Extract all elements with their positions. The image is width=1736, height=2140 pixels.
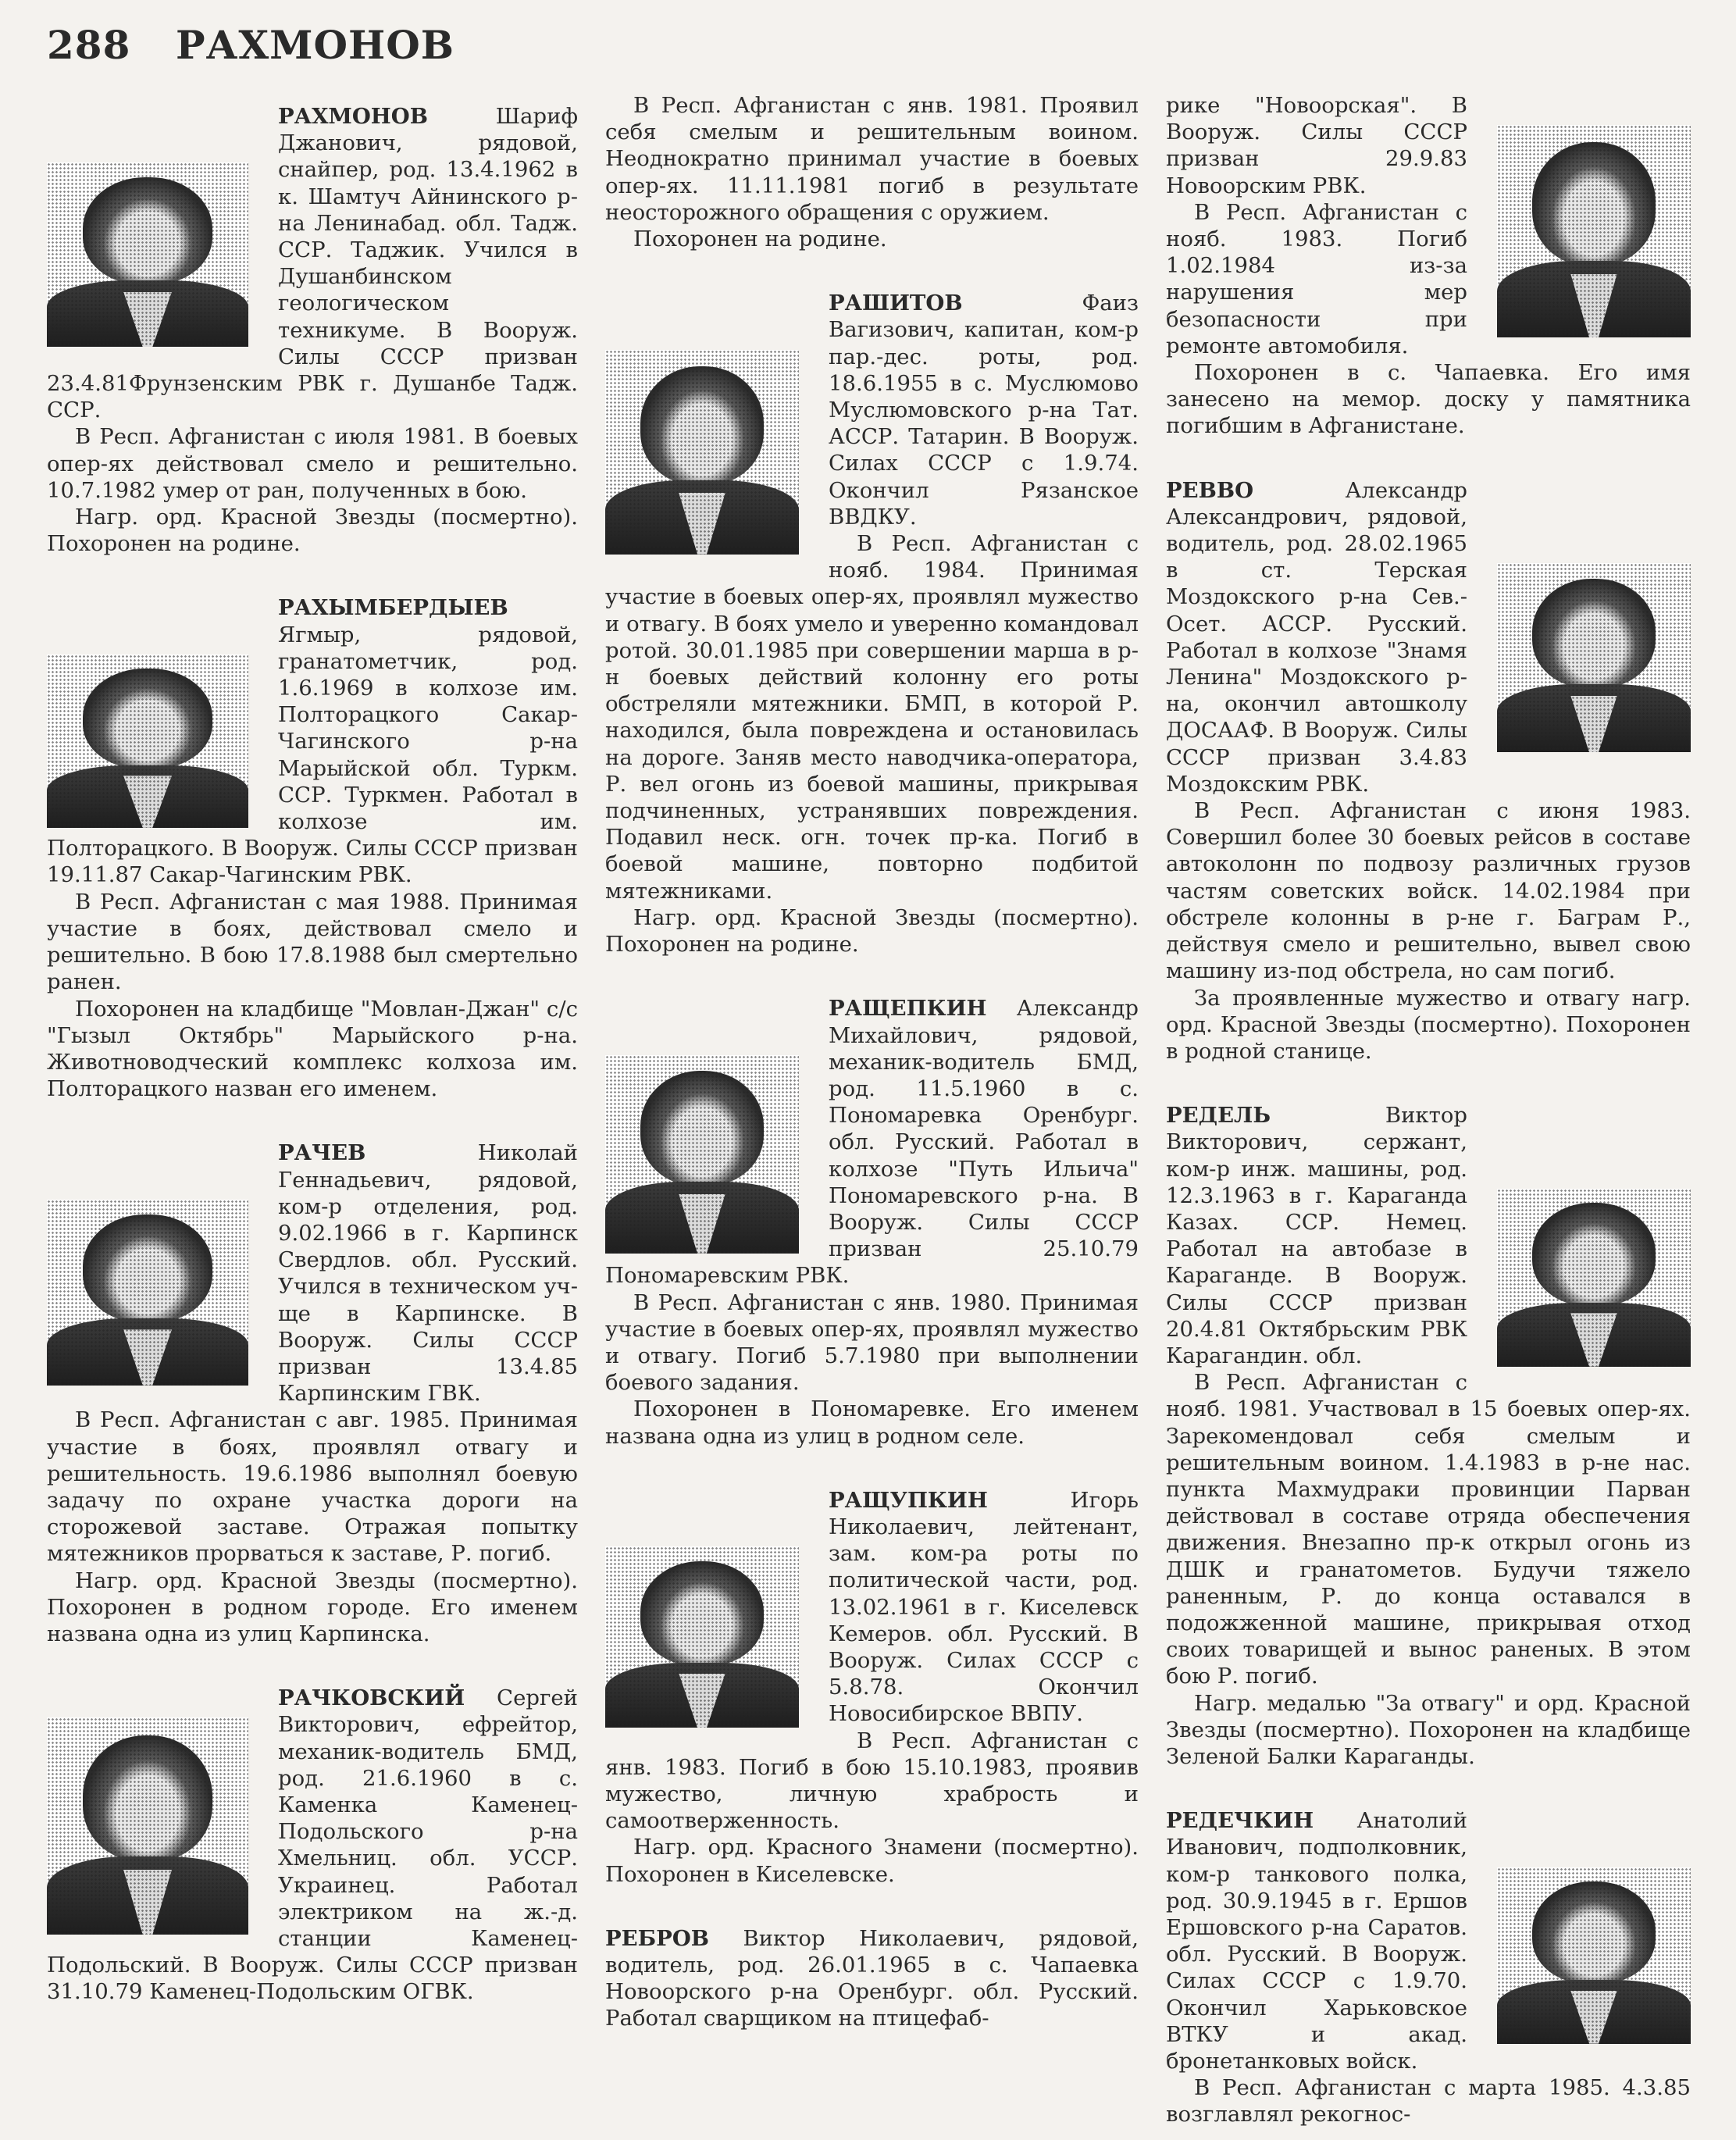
entry-text: В Респ. Афганистан с июля 1981. В боевых опер-ях действовал смело и решительно. 10.7.1982 умер от ран, полученных в бою. xyxy=(47,424,578,503)
entry-text: Виктор Викторович, сержант, ком-р инж. машины, род. 12.3.1963 в г. Караганда Казах. ССР. Немец. Работал на автобазе в Караганде. В Вооруж. Силы СССР призван 20.4.81 Октябрьским РВК Карагандин. обл. xyxy=(1166,1103,1467,1368)
entry-paragraph xyxy=(47,889,578,996)
entry-text: В Респ. Афганистан с авг. 1985. Принимая участие в боях, проявлял отвагу и решительность. 19.6.1986 выполнял боевую задачу по охране участка дороги на сторожевой заставе. Отражая попытку мятежников прорваться к заставе, Р. погиб. xyxy=(47,1407,578,1567)
entry-text: рике "Новоорская". В Вооруж. Силы СССР призван 29.9.83 Новоорским РВК. xyxy=(1166,93,1467,198)
entry-text: Похоронен на кладбище "Мовлан-Джан" с/с "Гызыл Октябрь" Марыйского р-на. Животноводческий комплекс колхоза им. Полторацкого назван его именем. xyxy=(47,996,578,1102)
entry-paragraph xyxy=(47,996,578,1103)
entry-paragraph xyxy=(1166,985,1691,1065)
entry-redel xyxy=(1166,1102,1691,1770)
entry-text: В Респ. Афганистан с мая 1988. Принимая участие в боях, действовал смело и решительно. В бою 17.8.1988 был смертельно ранен. xyxy=(47,889,578,995)
entry-redechkin xyxy=(1166,1807,1691,2128)
portrait-photo xyxy=(1497,563,1691,752)
column-left xyxy=(47,103,578,2006)
portrait-photo xyxy=(47,1200,248,1386)
entry-paragraph xyxy=(605,1728,1139,1835)
entry-surname: РАХЫМБЕРДЫЕВ xyxy=(278,595,508,621)
page-header xyxy=(47,22,454,68)
entry-revvo xyxy=(1166,477,1691,1065)
entry-rakhymberdyev xyxy=(47,594,578,1102)
entry-paragraph xyxy=(47,504,578,557)
entry-rashitov xyxy=(605,290,1139,958)
entry-paragraph xyxy=(1166,1369,1691,1689)
portrait-photo xyxy=(1497,1867,1691,2044)
portrait-photo xyxy=(605,1055,799,1254)
entry-surname: РЕБРОВ xyxy=(605,1925,710,1951)
entry-paragraph xyxy=(605,226,1139,252)
entry-text: Ягмыр, рядовой, гранатометчик, род. 1.6.1969 в колхозе им. Полторацкого Сакар-Чагинского р-на Марыйской обл. Туркм. ССР. Туркмен. Работал в колхозе им. Полторацкого. В Вооруж. Силы СССР призван 19.11.87 Сакар-Чагинским РВК. xyxy=(47,622,578,888)
entry-rashchepkin xyxy=(605,995,1139,1449)
entry-rashchupkin xyxy=(605,1487,1139,1888)
entry-rachev xyxy=(47,1140,578,1647)
running-head: РАХМОНОВ xyxy=(176,22,455,68)
entry-text: В Респ. Афганистан с янв. 1981. Проявил себя смелым и решительным воином. Неоднократно принимал участие в боевых опер-ях. 11.11.1981 погиб в результате неосторожного обращения с оружием. xyxy=(605,93,1139,225)
entry-text: В Респ. Афганистан с июня 1983. Совершил более 30 боевых рейсов в составе автоколонн по подвозу различных грузов частям советских войск. 14.02.1984 при обстреле колонны в р-не г. Баграм Р., действуя смело и решительно, вывел свою машину из-под обстрела, но сам погиб. xyxy=(1166,798,1691,984)
entry-surname: РАХМОНОВ xyxy=(278,104,428,129)
entry-rachkovsky xyxy=(47,1685,578,2005)
entry-paragraph xyxy=(605,1289,1139,1396)
entry-text: Нагр. орд. Красной Звезды (посмертно). Похоронен на родине. xyxy=(605,904,1139,958)
entry-lead-paragraph xyxy=(605,1925,1139,2032)
entry-text: В Респ. Афганистан с янв. 1983. Погиб в бою 15.10.1983, проявив мужество, личную храбрость и самоотверженность. xyxy=(605,1728,1139,1834)
entry-paragraph xyxy=(605,530,1139,904)
entry-text: Похоронен в с. Чапаевка. Его имя занесено на мемор. доску у памятника погибшим в Афганистане. xyxy=(1166,360,1691,439)
entry-rebrov xyxy=(605,1925,1139,2032)
entry-paragraph xyxy=(1166,359,1691,440)
entry-text: В Респ. Афганистан с нояб. 1984. Принимая участие в боевых опер-ях, проявлял мужество и отвагу. В боях умело и уверенно командовал ротой. 30.01.1985 при совершении марша в р-н боевых действий колонну его роты обстреляли мятежники. БМП, в которой Р. находился, была повреждена и остановилась на дороге. Заняв место наводчика-оператора, Р. вел огонь из боевой машины, прикрывая подчиненных, устранявших повреждения. Подавил неск. огн. точек пр-ка. Погиб в боевой машине, повторно подбитой мятежниками. xyxy=(605,531,1139,904)
entry-text: Александр Александрович, рядовой, водитель, род. 28.02.1965 в ст. Терская Моздокского р-на Сев.-Осет. АССР. Русский. Работал в колхозе "Знамя Ленина" Моздокского р-на, окончил автошколу ДОСААФ. В Вооруж. Силы СССР призван 3.4.83 Моздокским РВК. xyxy=(1166,477,1467,797)
column-middle xyxy=(605,92,1139,2032)
entry-text: В Респ. Афганистан с нояб. 1981. Участвовал в 15 боевых опер-ях. Зарекомендовал себя смелым и решительным воином. 1.4.1983 в р-не нас. пункта Махмудраки провинции Парван действовал в составе отряда обеспечения движения. Внезапно пр-к открыл огонь из ДШК и гранатометов. Будучи тяжело раненным, Р. до конца оставался в подожженной машине, прикрывая отход своих товарищей и вынос раненых. В этом бою Р. погиб. xyxy=(1166,1370,1691,1689)
entry-text: Александр Михайлович, рядовой, механик-водитель БМД, род. 11.5.1960 в с. Пономаревка Оренбург. обл. Русский. Работал в колхозе "Путь Ильича" Пономаревского р-на. В Вооруж. Силы СССР призван 25.10.79 Пономаревским РВК. xyxy=(605,996,1139,1289)
entry-paragraph xyxy=(605,92,1139,226)
entry-text: Похоронен в Пономаревке. Его именем названа одна из улиц в родном селе. xyxy=(605,1396,1139,1449)
entry-text: Похоронен на родине. xyxy=(633,226,887,252)
entry-text: Шариф Джанович, рядовой, снайпер, род. 13.4.1962 в к. Шамтуч Айнинского р-на Ленинабад. обл. Тадж. ССР. Таджик. Учился в Душанбинском геологическом техникуме. В Вооруж. Силы СССР призван 23.4.81Фрунзенским РВК г. Душанбе Тадж. ССР. xyxy=(47,104,578,423)
entry-text: Сергей Викторович, ефрейтор, механик-водитель БМД, род. 21.6.1960 в с. Каменка Каменец-Подольского р-на Хмельниц. обл. УССР. Украинец. Работал электриком на ж.-д. станции Каменец-Подольский. В Вооруж. Силы СССР призван 31.10.79 Каменец-Подольским ОГВК. xyxy=(47,1685,578,2005)
entry-text: Фаиз Вагизович, капитан, ком-р пар.-дес. роты, род. 18.6.1955 в с. Муслюмово Муслюмовского р-на Тат. АССР. Татарин. В Вооруж. Силах СССР с 1.9.74. Окончил Рязанское ВВДКУ. xyxy=(829,291,1139,530)
entry-paragraph xyxy=(1166,797,1691,984)
entry-surname: РЕВВО xyxy=(1166,477,1254,503)
entry-surname: РАЩУПКИН xyxy=(829,1487,988,1513)
entry-rakhmonov xyxy=(47,103,578,557)
entry-surname: РАЧЕВ xyxy=(278,1140,366,1166)
entry-surname: РАШИТОВ xyxy=(829,291,963,316)
entry-text: Нагр. медалью "За отвагу" и орд. Красной Звезды (посмертно). Похоронен на кладбище Зеленой Балки Караганды. xyxy=(1166,1690,1691,1769)
entry-text: Игорь Николаевич, лейтенант, зам. ком-ра роты по политической части, род. 13.02.1961 в г. Киселевск Кемеров. обл. Русский. В Вооруж. Силах СССР с 5.8.78. Окончил Новосибирское ВВПУ. xyxy=(829,1487,1139,1727)
entry-text: В Респ. Афганистан с марта 1985. 4.3.85 возглавлял рекогнос- xyxy=(1166,2075,1691,2128)
entry-paragraph xyxy=(1166,2074,1691,2128)
entry-rebrov-cont xyxy=(1166,92,1691,440)
portrait-photo xyxy=(1497,1189,1691,1367)
portrait-photo xyxy=(47,654,248,828)
entry-paragraph xyxy=(605,1834,1139,1887)
page-number: 288 xyxy=(47,22,131,68)
portrait-photo xyxy=(47,162,248,347)
entry-rakhmonov-cont xyxy=(605,92,1139,252)
entry-surname: РАЩЕПКИН xyxy=(829,996,987,1022)
entry-text: Анатолий Иванович, подполковник, ком-р танкового полка, род. 30.9.1945 в г. Ершов Ершовского р-на Саратов. обл. Русский. В Вооруж. Силах СССР с 1.9.70. Окончил Харьковское ВТКУ и акад. бронетанковых войск. xyxy=(1166,1808,1467,2074)
entry-text: За проявленные мужество и отвагу нагр. орд. Красной Звезды (посмертно). Похоронен в родной станице. xyxy=(1166,985,1691,1064)
entry-paragraph xyxy=(1166,1690,1691,1771)
column-right xyxy=(1166,92,1691,2128)
portrait-photo xyxy=(605,1546,799,1728)
entry-paragraph xyxy=(47,1407,578,1567)
entry-text: В Респ. Афганистан с янв. 1980. Принимая участие в боевых опер-ях, проявлял мужество и отвагу. Погиб 5.7.1980 при выполнении боевого задания. xyxy=(605,1289,1139,1396)
entry-surname: РАЧКОВСКИЙ xyxy=(278,1685,465,1711)
entry-text: Нагр. орд. Красной Звезды (посмертно). Похоронен на родине. xyxy=(47,505,578,557)
portrait-photo xyxy=(605,350,799,555)
entry-text: Нагр. орд. Красной Звезды (посмертно). Похоронен в родном городе. Его именем названа одна из улиц Карпинска. xyxy=(47,1568,578,1646)
entry-paragraph xyxy=(47,423,578,504)
entry-text: Виктор Николаевич, рядовой, водитель, род. 26.01.1965 в с. Чапаевка Новоорского р-на Оренбург. обл. Русский. Работал сварщиком на птицефаб- xyxy=(605,1925,1139,2031)
entry-text: В Респ. Афганистан с нояб. 1983. Погиб 1.02.1984 из-за нарушения мер безопасности при ремонте автомобиля. xyxy=(1166,199,1467,358)
entry-paragraph xyxy=(605,904,1139,958)
entry-paragraph xyxy=(47,1568,578,1648)
entry-surname: РЕДЕЛЬ xyxy=(1166,1103,1271,1129)
entry-paragraph xyxy=(605,1396,1139,1449)
portrait-photo xyxy=(1497,125,1691,337)
entry-text: Николай Геннадьевич, рядовой, ком-р отделения, род. 9.02.1966 в г. Карпинск Свердлов. обл. Русский. Учился в техническом уч-ще в Карпинске. В Вооруж. Силы СССР призван 13.4.85 Карпинским ГВК. xyxy=(278,1140,578,1407)
entry-text: Нагр. орд. Красного Знамени (посмертно). Похоронен в Киселевске. xyxy=(605,1835,1139,1887)
entry-surname: РЕДЕЧКИН xyxy=(1166,1808,1314,1834)
portrait-photo xyxy=(47,1717,248,1935)
